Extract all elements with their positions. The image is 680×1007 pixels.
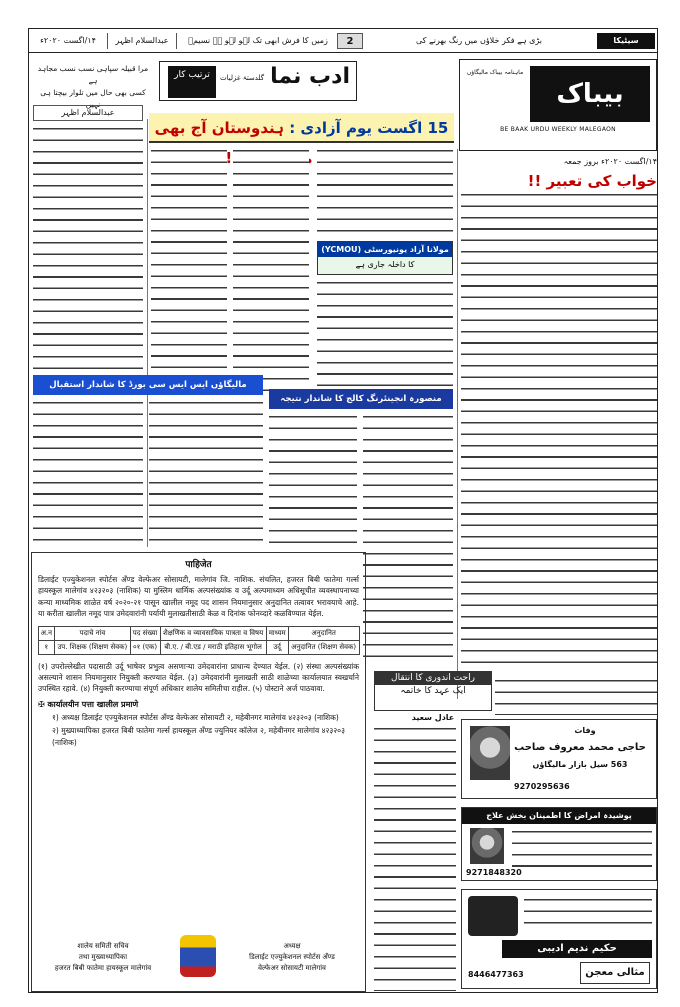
table-header-cell: माध्यम [266, 626, 288, 640]
editor-name: عبدالسلام اظہر [107, 33, 177, 49]
adab-subtitle: گلدستۂ غزلیات [220, 74, 265, 82]
sign-left-line: हजरत बिबी फातेमा हायस्कूल मालेगांव [54, 964, 152, 972]
masthead [459, 59, 657, 151]
clinic-text [512, 828, 652, 876]
article-col-2 [233, 147, 309, 397]
hakeem-phone: 8446477363 [468, 970, 524, 979]
malegaon-banner: مالیگاؤں ایس ایس سی بورڈ کا شاندار استقبال [33, 375, 263, 395]
table-header-cell: अनुदानित [288, 626, 359, 640]
side-news-text [495, 677, 657, 715]
notice-address-2: २) मुख्याध्यापिका हजरत बिबी फातेमा गर्ल्स हायस्कूल अँण्ड ज्युनियर कॉलेज २, महेबीनगर मालेगांव ४२३२०३ (नाशिक) [52, 726, 345, 747]
poet-name: عبدالسلام اظہر [33, 105, 143, 121]
headline-prefix: 15 اگست یوم آزادی : [283, 119, 449, 137]
university-box-line-2: کا داخلہ جاری ہے [355, 260, 415, 269]
masthead-date: ۱۴/اگست ۲۰۲۰ء بروز جمعہ [563, 157, 657, 166]
adab-title: ادب نما [270, 64, 350, 89]
masthead-side-text: ماہنامہ بیباک مالیگاؤں [466, 69, 524, 76]
sign-left-line: तथा मुख्याध्यापिका [78, 953, 128, 961]
job-notice [31, 552, 366, 992]
obituary-ad [461, 719, 657, 799]
notice-conditions: (१) उपरोल्लेखीत पदासाठी उर्दू भाषेवर प्रभुत्व असणाऱ्या उमेदवारांना प्राधान्य देण्यात येईल. (२) संस्था अल्पसंख्यांक असल्याने शासन नियमानुसार नियुक्ती करण्यात येईल. (३) उमेदवारांनी मुलाखती साठी शाळेच्या कार्यालयात स्वखर्चाने उपस्थित रहावे. (४) नियुक्ती करण्याचा संपूर्ण अधिकार शालेय समितीचा राहील. (५) पोस्टाने अर्ज पाठवावा. [38, 661, 359, 694]
notice-table [38, 626, 360, 655]
masthead-english: BE BAAK URDU WEEKLY MALEGAON [500, 126, 616, 133]
sign-left-line: शालेय समिती सचिव [77, 942, 129, 950]
issue-date: ۱۴/اگست ۲۰۲۰ء [40, 36, 96, 45]
university-box [317, 241, 453, 275]
notice-table-header [38, 626, 359, 640]
table-header-cell: अ.न [38, 626, 55, 640]
hakeem-text [524, 896, 652, 932]
corner-logo: سیٹیکا [597, 33, 655, 49]
table-row [38, 640, 359, 654]
sign-right-line: वेल्फेअर सोसायटी मालेगांव [258, 964, 326, 972]
notice-address-title: ✠ कार्यालयीन पत्ता खालील प्रमाणे [38, 699, 139, 709]
top-strip [29, 29, 658, 53]
signature-right [224, 941, 360, 974]
notice-title: पाहिजेत [185, 560, 212, 570]
notice-body: डिलाईट एज्युकेशनल स्पोर्टस अँण्ड वेल्फेअर सोसायटी, मालेगांव जि. नाशिक. संचलित, हजरत बिबी फातेमा गर्ल्स हायस्कूल मालेगांव ४२३२०३ (नाशिक) या मुस्लिम धार्मिक अल्पसंख्यांक व उर्दू अल्पमाध्यम अधिसूचीत व्यवस्थापनाच्या कन्या माध्यमिक शाळेत वर्ष २०२०-२१ पासून खालील नमूद पद शासन नियमानुसार अनुदानित तत्वावर भरावयाचे आहे. या करीता खालील नमूद पात्र उमेदवारांनी पर्यायी मुलाखतीसाठी केळ व दिनांक फोनव्दारे कळविण्यात येईल. [38, 575, 359, 619]
rahat-text [374, 725, 456, 991]
adab-badge: ترتیب کار [168, 66, 216, 98]
left-column-text [33, 125, 143, 377]
rahat-indori-title [374, 671, 492, 711]
engineering-banner: منصورہ انجینئرنگ کالج کا شاندار نتیجہ [269, 389, 453, 409]
obituary-name: حاجی محمد معروف صاحب [514, 742, 646, 753]
table-header-cell: शैक्षणिक व व्यावसायिक पात्रता व विषय [160, 626, 266, 640]
university-box-line-1: مولانا آزاد یونیورسٹی (YCMOU) [318, 242, 452, 257]
rahat-byline: عادل سعید [411, 713, 455, 722]
hakeem-ad [461, 889, 657, 989]
obituary-tag: وفات [574, 726, 596, 735]
malegaon-col-1 [33, 399, 143, 547]
obituary-phone: 9270295636 [514, 782, 570, 791]
article-col-4 [317, 279, 453, 389]
column-divider [457, 149, 458, 699]
editorial-text [461, 191, 657, 671]
sign-right-line: डिलाईट एज्युकेशनल स्पोर्टस अँण्ड [249, 953, 335, 961]
clinic-phone: 9271848320 [466, 868, 522, 877]
editorial-title: خواب کی تعبیر !! [527, 172, 657, 190]
rahat-title-line-1: راحت اندوری کا انتقال [375, 672, 491, 685]
malegaon-col-2 [149, 399, 263, 547]
signature-left [38, 941, 168, 974]
poem [33, 63, 153, 111]
masthead-logo: بیباک [530, 66, 650, 122]
table-header-cell: पद संख्या [130, 626, 160, 640]
newspaper-page [28, 28, 658, 993]
obituary-address: 563 سیل بازار مالیگاؤں [532, 760, 628, 769]
engineering-col-1 [269, 413, 357, 547]
headline-main: ہندوستان آج بھی [154, 119, 284, 137]
clinic-title: پوشیدہ امراض کا اطمینان بخش علاج [462, 808, 656, 824]
column-divider [147, 119, 148, 547]
sign-right-line: अध्यक्ष [283, 942, 301, 950]
rahat-title-line-2: ایک عہد کا خاتمہ [400, 686, 466, 696]
article-col-1 [151, 147, 227, 397]
table-cell: १ [38, 640, 55, 654]
hakeem-name: حکیم ندیم ادیبی [502, 940, 652, 958]
hakeem-brand: مثالی معجن [580, 962, 650, 984]
article-col-3 [317, 147, 453, 239]
herbal-logo-icon [468, 896, 518, 936]
poem-line-2: کسی بھی حال میں تلوار بیچتا ہی نہیں [40, 88, 146, 109]
portrait-photo [470, 726, 510, 780]
table-cell: ०१ (एक) [130, 640, 160, 654]
table-header-cell: पदाचे नांव [55, 626, 131, 640]
portrait-photo [470, 828, 504, 864]
adab-nama-box [159, 61, 357, 101]
poem-line-1: مرا قبیلہ سپاہی نسب نسب مجاہد ہے [37, 64, 149, 85]
clinic-ad [461, 807, 657, 881]
table-cell: उर्दू [266, 640, 288, 654]
page-number: 2 [337, 33, 363, 49]
table-cell: बी.ए. / बी.एड / मराठी इतिहास भूगोल [160, 640, 266, 654]
school-seal-icon [180, 935, 216, 977]
table-cell: उप. शिक्षक (शिक्षण सेवक) [55, 640, 131, 654]
notice-address-1: १) अध्यक्ष डिलाईट एज्युकेशनल स्पोर्टस अँण्ड वेल्फेअर सोसायटी २, महेबीनगर मालेगांव ४२३२०३ (नाशिक) [52, 712, 339, 722]
table-cell: अनुदानित (शिक्षण सेवक) [288, 640, 359, 654]
verse-left: زمیں کا فرش ابھی تک لہو لہو ہے نسیمؔ [188, 36, 328, 45]
verse-right: بڑی ہے فکر خلاؤں میں رنگ بھرنے کی [416, 36, 542, 45]
main-headline [149, 113, 454, 143]
engineering-col-2 [363, 413, 453, 665]
